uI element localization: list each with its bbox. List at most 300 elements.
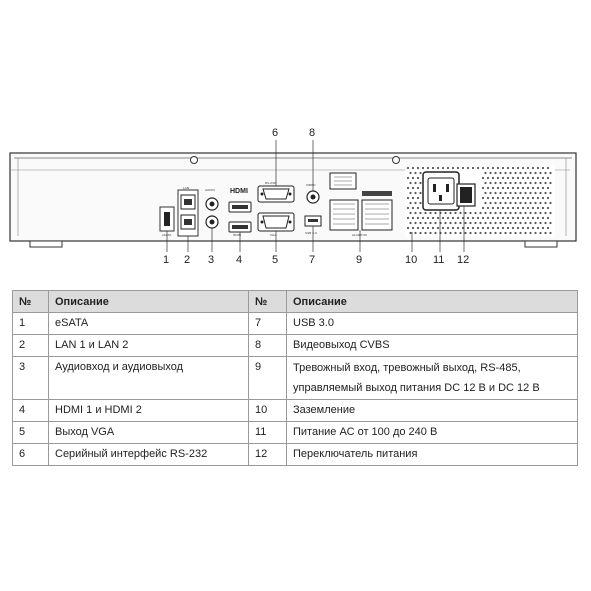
vent-hole (504, 192, 506, 194)
vent-hole (434, 232, 436, 234)
vent-hole (544, 202, 546, 204)
vent-hole (424, 222, 426, 224)
vent-hole (412, 207, 414, 209)
vent-hole (529, 202, 531, 204)
vent-hole (409, 192, 411, 194)
vent-hole (504, 232, 506, 234)
vent-hole (492, 187, 494, 189)
vent-hole (437, 167, 439, 169)
callout-7: 7 (309, 254, 316, 266)
vent-hole (409, 212, 411, 214)
vent-hole (444, 232, 446, 234)
vent-hole (549, 182, 551, 184)
vent-hole (429, 232, 431, 234)
vent-hole (482, 227, 484, 229)
vent-hole (409, 172, 411, 174)
vent-hole (547, 197, 549, 199)
vent-hole (519, 212, 521, 214)
vent-hole (474, 212, 476, 214)
vent-hole (479, 212, 481, 214)
vent-hole (454, 222, 456, 224)
callout-4: 4 (236, 254, 243, 266)
vent-hole (477, 217, 479, 219)
vent-hole (527, 207, 529, 209)
vent-hole (422, 227, 424, 229)
vent-hole (527, 197, 529, 199)
lan-ports (178, 186, 198, 236)
vent-hole (479, 222, 481, 224)
callout-6: 6 (272, 127, 279, 139)
vent-hole (494, 222, 496, 224)
row-description: Заземление (287, 400, 578, 422)
vent-hole (537, 177, 539, 179)
vent-hole (469, 222, 471, 224)
vent-hole (467, 167, 469, 169)
vent-hole (484, 212, 486, 214)
vent-hole (539, 202, 541, 204)
row-description: Выход VGA (49, 422, 249, 444)
vent-hole (539, 222, 541, 224)
vent-hole (487, 167, 489, 169)
vent-hole (504, 182, 506, 184)
vent-hole (542, 177, 544, 179)
row-description: Видеовыход CVBS (287, 335, 578, 357)
vent-hole (484, 202, 486, 204)
vent-hole (514, 232, 516, 234)
vent-hole (492, 227, 494, 229)
callout-12: 12 (457, 254, 470, 266)
vent-hole (514, 172, 516, 174)
row-description: HDMI 1 и HDMI 2 (49, 400, 249, 422)
vent-hole (537, 167, 539, 169)
vent-hole (492, 197, 494, 199)
vent-hole (524, 202, 526, 204)
vent-hole (417, 207, 419, 209)
vent-hole (409, 182, 411, 184)
vent-hole (457, 217, 459, 219)
row-number: 2 (13, 335, 49, 357)
vent-hole (407, 177, 409, 179)
vent-hole (529, 212, 531, 214)
vent-hole (529, 182, 531, 184)
row-description-line: управляемый выход питания DC 12 В и DC 12 В (293, 382, 540, 394)
vent-hole (497, 227, 499, 229)
vent-hole (507, 167, 509, 169)
vent-hole (434, 222, 436, 224)
vent-hole (454, 232, 456, 234)
vent-hole (412, 177, 414, 179)
vent-hole (419, 192, 421, 194)
vent-hole (492, 217, 494, 219)
vent-hole (519, 172, 521, 174)
vent-hole (527, 177, 529, 179)
vent-hole (464, 212, 466, 214)
vent-hole (494, 172, 496, 174)
vent-hole (482, 197, 484, 199)
vent-hole (419, 212, 421, 214)
vent-hole (494, 182, 496, 184)
vent-hole (507, 207, 509, 209)
header-number-2: № (249, 291, 287, 313)
vent-hole (524, 222, 526, 224)
vent-hole (529, 172, 531, 174)
vent-hole (502, 207, 504, 209)
vent-hole (419, 172, 421, 174)
row-number: 12 (249, 444, 287, 466)
vent-hole (519, 232, 521, 234)
vent-hole (472, 217, 474, 219)
vent-hole (502, 217, 504, 219)
vent-hole (537, 217, 539, 219)
row-number: 3 (13, 357, 49, 400)
vent-hole (494, 192, 496, 194)
vent-hole (432, 227, 434, 229)
vent-hole (534, 202, 536, 204)
vent-hole (462, 167, 464, 169)
vent-hole (447, 167, 449, 169)
vent-hole (489, 202, 491, 204)
vent-hole (534, 182, 536, 184)
vent-hole (419, 222, 421, 224)
vent-hole (457, 167, 459, 169)
vent-hole (492, 167, 494, 169)
vent-hole (497, 207, 499, 209)
vent-hole (522, 187, 524, 189)
vent-hole (499, 222, 501, 224)
vent-hole (544, 222, 546, 224)
vent-hole (484, 172, 486, 174)
vent-hole (514, 212, 516, 214)
header-number-1: № (13, 291, 49, 313)
vent-hole (459, 212, 461, 214)
vent-hole (419, 232, 421, 234)
vent-hole (499, 202, 501, 204)
vent-hole (469, 212, 471, 214)
row-description-line: Тревожный вход, тревожный выход, RS-485, (293, 362, 521, 374)
vent-hole (419, 202, 421, 204)
vent-hole (492, 207, 494, 209)
vent-hole (524, 212, 526, 214)
vent-hole (522, 227, 524, 229)
vent-hole (544, 182, 546, 184)
vent-hole (537, 207, 539, 209)
vent-hole (442, 167, 444, 169)
hdmi-port-label: HDMI (233, 233, 242, 237)
table-row (13, 335, 578, 357)
vent-hole (444, 222, 446, 224)
vent-hole (509, 212, 511, 214)
vent-hole (544, 192, 546, 194)
vent-hole (514, 222, 516, 224)
vent-hole (442, 217, 444, 219)
vent-hole (414, 202, 416, 204)
vent-hole (544, 172, 546, 174)
vent-hole (502, 197, 504, 199)
vent-hole (489, 212, 491, 214)
vent-hole (549, 232, 551, 234)
vent-hole (519, 192, 521, 194)
table-row (13, 422, 578, 444)
vent-hole (512, 167, 514, 169)
vent-hole (444, 212, 446, 214)
vent-hole (542, 187, 544, 189)
vent-hole (504, 212, 506, 214)
vent-hole (482, 207, 484, 209)
vent-hole (534, 232, 536, 234)
vent-hole (522, 217, 524, 219)
table-header-row (13, 291, 578, 313)
vent-hole (457, 227, 459, 229)
vent-hole (547, 177, 549, 179)
alarm-port-label: ALARM IN (352, 233, 367, 237)
vent-hole (469, 232, 471, 234)
vent-hole (507, 227, 509, 229)
vent-hole (547, 227, 549, 229)
vent-hole (512, 217, 514, 219)
vent-hole (539, 182, 541, 184)
lan-port-label: LAN (183, 186, 190, 190)
audio-port-label: AUDIO (205, 188, 215, 192)
vent-hole (539, 232, 541, 234)
vent-hole (437, 217, 439, 219)
vent-hole (524, 172, 526, 174)
vent-hole (414, 192, 416, 194)
vent-hole (484, 232, 486, 234)
vent-hole (507, 177, 509, 179)
vent-hole (459, 232, 461, 234)
vent-hole (547, 217, 549, 219)
row-number: 1 (13, 313, 49, 335)
vent-hole (542, 167, 544, 169)
callout-8: 8 (309, 127, 316, 139)
vent-hole (514, 202, 516, 204)
row-number: 5 (13, 422, 49, 444)
vent-hole (514, 192, 516, 194)
vent-hole (489, 232, 491, 234)
vent-hole (539, 172, 541, 174)
vent-hole (547, 207, 549, 209)
vent-hole (452, 167, 454, 169)
vent-hole (539, 192, 541, 194)
vent-hole (484, 192, 486, 194)
vent-hole (507, 217, 509, 219)
row-number: 7 (249, 313, 287, 335)
vent-hole (507, 197, 509, 199)
vent-hole (517, 217, 519, 219)
esata-port-label: eSATA (162, 233, 172, 237)
vent-hole (424, 212, 426, 214)
vent-hole (497, 197, 499, 199)
vent-hole (487, 187, 489, 189)
vent-hole (549, 172, 551, 174)
vent-hole (487, 217, 489, 219)
vent-hole (449, 222, 451, 224)
usb-port-label: USB 3.0 (305, 231, 317, 235)
vent-hole (499, 182, 501, 184)
vent-hole (522, 207, 524, 209)
vent-hole (529, 192, 531, 194)
vent-hole (414, 182, 416, 184)
vent-hole (542, 197, 544, 199)
vent-hole (509, 192, 511, 194)
vent-hole (447, 217, 449, 219)
vent-hole (502, 177, 504, 179)
vent-hole (474, 222, 476, 224)
vent-hole (509, 202, 511, 204)
vent-hole (499, 192, 501, 194)
row-description: USB 3.0 (287, 313, 578, 335)
vent-hole (409, 202, 411, 204)
vent-hole (419, 182, 421, 184)
vent-hole (487, 227, 489, 229)
vent-hole (427, 167, 429, 169)
vent-hole (474, 232, 476, 234)
vent-hole (534, 172, 536, 174)
vent-hole (517, 227, 519, 229)
vent-hole (532, 197, 534, 199)
vent-hole (482, 187, 484, 189)
vent-hole (509, 172, 511, 174)
vent-hole (442, 227, 444, 229)
vent-hole (524, 192, 526, 194)
vent-hole (422, 217, 424, 219)
vent-hole (522, 177, 524, 179)
vent-hole (482, 217, 484, 219)
vent-hole (497, 187, 499, 189)
vent-hole (507, 187, 509, 189)
vent-hole (534, 192, 536, 194)
vent-hole (407, 227, 409, 229)
vent-hole (422, 167, 424, 169)
vent-hole (497, 177, 499, 179)
vent-hole (414, 222, 416, 224)
vent-hole (432, 167, 434, 169)
vent-hole (484, 182, 486, 184)
vent-hole (524, 182, 526, 184)
vent-hole (477, 227, 479, 229)
vent-hole (407, 167, 409, 169)
table-row (13, 313, 578, 335)
vent-hole (497, 167, 499, 169)
vent-hole (512, 187, 514, 189)
vent-hole (412, 187, 414, 189)
vent-hole (544, 232, 546, 234)
vent-hole (547, 167, 549, 169)
vent-hole (544, 212, 546, 214)
vent-hole (524, 232, 526, 234)
vent-hole (487, 177, 489, 179)
vent-hole (417, 167, 419, 169)
vent-hole (454, 212, 456, 214)
vent-hole (522, 197, 524, 199)
vent-hole (417, 187, 419, 189)
vent-hole (417, 177, 419, 179)
vent-hole (432, 217, 434, 219)
cvbs-port-label: VIDEO (306, 183, 316, 187)
vent-hole (487, 207, 489, 209)
callout-1: 1 (163, 254, 170, 266)
vent-hole (519, 222, 521, 224)
vent-hole (494, 202, 496, 204)
vga-port-label: VGA (270, 233, 277, 237)
vent-hole (417, 217, 419, 219)
vent-hole (517, 167, 519, 169)
vent-hole (482, 167, 484, 169)
vent-hole (427, 217, 429, 219)
vent-hole (472, 227, 474, 229)
vent-hole (429, 212, 431, 214)
vent-hole (542, 207, 544, 209)
vent-hole (502, 167, 504, 169)
callout-3: 3 (208, 254, 215, 266)
rs232-port-label: RS-232 (265, 181, 276, 185)
vent-hole (427, 227, 429, 229)
row-description: eSATA (49, 313, 249, 335)
vent-hole (534, 212, 536, 214)
vent-hole (472, 167, 474, 169)
callout-11: 11 (433, 254, 445, 266)
vent-hole (549, 202, 551, 204)
vent-hole (527, 187, 529, 189)
vent-hole (532, 167, 534, 169)
vent-hole (467, 227, 469, 229)
header-description-2: Описание (287, 291, 578, 313)
vent-hole (407, 207, 409, 209)
vent-hole (449, 232, 451, 234)
vent-hole (409, 222, 411, 224)
callout-5: 5 (272, 254, 279, 266)
vent-hole (522, 167, 524, 169)
row-description-multiline (287, 357, 578, 400)
vent-hole (542, 217, 544, 219)
vent-hole (549, 222, 551, 224)
vent-hole (517, 207, 519, 209)
vent-hole (499, 172, 501, 174)
callout-10: 10 (405, 254, 418, 266)
table-row (13, 357, 578, 400)
vent-hole (417, 197, 419, 199)
row-number: 11 (249, 422, 287, 444)
vent-hole (509, 222, 511, 224)
vent-hole (412, 217, 414, 219)
vent-hole (414, 232, 416, 234)
vent-hole (479, 232, 481, 234)
vent-hole (447, 227, 449, 229)
vent-hole (509, 232, 511, 234)
callout-2: 2 (184, 254, 191, 266)
vent-hole (412, 167, 414, 169)
vent-hole (502, 227, 504, 229)
table-row (13, 400, 578, 422)
vent-hole (532, 217, 534, 219)
vent-hole (449, 212, 451, 214)
vent-hole (504, 202, 506, 204)
vent-hole (537, 187, 539, 189)
vent-hole (512, 177, 514, 179)
vent-hole (464, 222, 466, 224)
vent-hole (539, 212, 541, 214)
vent-hole (512, 197, 514, 199)
vent-hole (414, 172, 416, 174)
vent-hole (527, 217, 529, 219)
table-row (13, 444, 578, 466)
vent-hole (489, 172, 491, 174)
vent-hole (532, 177, 534, 179)
vent-hole (517, 187, 519, 189)
row-number: 6 (13, 444, 49, 466)
vent-hole (487, 197, 489, 199)
vent-hole (452, 227, 454, 229)
